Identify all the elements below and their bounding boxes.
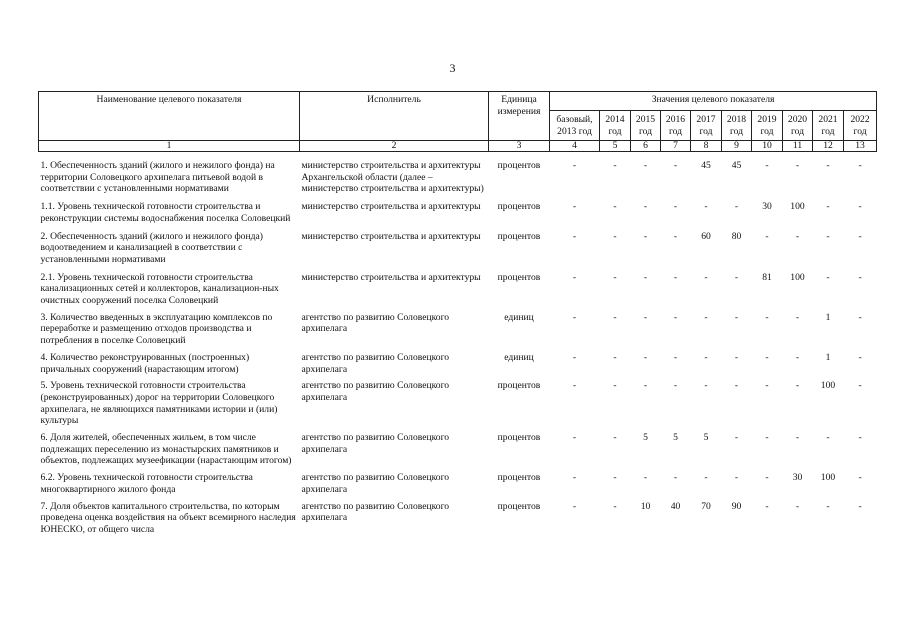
indicator-name: 6.2. Уровень технической готовности строительства многоквартирного жилого фонда (40, 472, 253, 495)
target-value: - (643, 351, 648, 363)
target-value: 5 (703, 432, 709, 444)
table-row (39, 312, 877, 347)
target-value: 90 (731, 500, 742, 512)
table-row (39, 201, 877, 224)
target-value: - (643, 230, 648, 242)
target-value: - (673, 271, 678, 283)
target-value: - (795, 432, 800, 444)
target-value: - (643, 201, 648, 213)
column-number: 3 (489, 141, 550, 152)
column-number: 8 (691, 141, 722, 152)
table-row (39, 380, 877, 427)
indicator-name: 2. Обеспеченность зданий (жилого и нежилого фонда) водоотведением и канализацией в соответствии с установленными нормативами (40, 230, 263, 265)
target-value: 100 (820, 380, 836, 392)
unit: процентов (497, 160, 541, 171)
target-value: - (643, 380, 648, 392)
column-number: 11 (783, 141, 813, 152)
target-value: - (613, 500, 617, 512)
target-value: - (734, 380, 739, 392)
header-year: 2019 год (752, 111, 783, 141)
target-value: - (673, 311, 678, 323)
target-value: 30 (792, 472, 803, 484)
column-number: 13 (844, 141, 877, 152)
page-number: 3 (449, 61, 456, 75)
target-value: - (704, 472, 708, 484)
target-value: - (572, 271, 577, 283)
target-value: - (765, 500, 769, 512)
column-number: 12 (813, 141, 844, 152)
table-row (39, 352, 877, 375)
target-value: - (734, 271, 739, 283)
target-value: 30 (762, 201, 772, 213)
unit: процентов (497, 230, 541, 242)
unit: единиц (504, 311, 534, 323)
target-value: 5 (673, 432, 678, 444)
target-value: - (858, 271, 862, 283)
header-indicator-name: Наименование целевого показателя (39, 92, 300, 141)
header-year: 2016 год (661, 111, 691, 141)
header-executor: Исполнитель (300, 92, 489, 141)
target-value: - (673, 160, 678, 171)
target-value: - (765, 160, 769, 171)
target-value: 45 (701, 160, 711, 171)
target-value: - (673, 351, 678, 363)
target-value: - (734, 201, 739, 213)
column-number: 7 (661, 141, 691, 152)
target-value: - (572, 380, 577, 392)
target-value: - (765, 380, 769, 392)
target-value: - (826, 201, 830, 213)
target-value: - (613, 311, 617, 323)
header-year: 2015 год (631, 111, 661, 141)
target-value: - (795, 160, 800, 171)
target-value: - (572, 311, 577, 323)
indicator-name: 1. Обеспеченность зданий (жилого и нежилого фонда) на территории Соловецкого архипелага питьевой водой в соответствии с установленными нормативами (40, 160, 275, 195)
indicator-name: 7. Доля объектов капитального строительства, по которым проведена оценка воздействия на объект всемирного наследия ЮНЕСКО, от общего числа (40, 500, 296, 535)
target-value: - (858, 500, 862, 512)
header-year: 2014 год (600, 111, 631, 141)
target-value: - (572, 201, 577, 213)
target-value: - (795, 351, 800, 363)
table-row (39, 231, 877, 266)
column-number: 1 (39, 141, 300, 152)
header-year: 2021 год (813, 111, 844, 141)
target-value: - (858, 230, 862, 242)
indicator-name: 5. Уровень технической готовности строительства (реконструированных) дорог на территории Соловецкого архипелага, не являющихся памятниками истории и (или) культуры (40, 380, 278, 427)
column-number: 6 (631, 141, 661, 152)
indicator-name: 3. Количество введенных в эксплуатацию комплексов по переработке и размещению отходов производства и потребления в поселке Соловецкий (40, 311, 273, 347)
target-value: - (572, 432, 577, 444)
indicator-name: 2.1. Уровень технической готовности строительства канализационных сетей и коллекторов, канализацион-ных очистных сооружений поселка Соловецкий (40, 271, 279, 307)
column-number: 9 (722, 141, 752, 152)
unit: процентов (497, 201, 541, 213)
target-value: - (858, 380, 862, 392)
target-value: - (858, 201, 862, 213)
target-value: - (572, 500, 577, 512)
indicator-name: 1.1. Уровень технической готовности строительства и реконструкции системы водоснабжения поселка Соловецкий (40, 201, 291, 224)
target-value: - (643, 160, 648, 171)
target-value: - (613, 432, 617, 444)
target-value: - (795, 500, 800, 512)
executor: агентство по развитию Соловецкого архипелага (301, 311, 450, 335)
target-indicators-table (38, 91, 877, 536)
executor: агентство по развитию Соловецкого архипелага (301, 500, 450, 524)
target-value: - (826, 500, 830, 512)
executor: агентство по развитию Соловецкого архипелага (301, 380, 450, 403)
column-number: 5 (600, 141, 631, 152)
target-value: - (858, 351, 862, 363)
target-value: 40 (670, 500, 681, 512)
target-value: - (613, 160, 617, 171)
indicator-name: 4. Количество реконструированных (построенных) причальных сооружений (нарастающим итогом) (40, 351, 250, 375)
target-value: 80 (731, 230, 742, 242)
target-value: 5 (643, 432, 648, 444)
executor: агентство по развитию Соловецкого архипелага (301, 351, 450, 375)
target-value: - (704, 380, 708, 392)
target-value: - (765, 230, 769, 242)
target-value: - (734, 472, 739, 484)
target-value: 81 (762, 271, 772, 283)
target-value: - (704, 311, 708, 323)
target-value: - (795, 380, 800, 392)
target-value: - (643, 271, 648, 283)
target-value: - (734, 351, 739, 363)
column-number: 4 (550, 141, 600, 152)
table-row (39, 160, 877, 195)
target-value: 1 (825, 311, 831, 323)
target-value: - (826, 271, 830, 283)
target-value: - (613, 351, 617, 363)
target-value: 70 (701, 500, 711, 512)
unit: процентов (497, 500, 541, 512)
target-value: - (826, 230, 830, 242)
unit: процентов (497, 432, 541, 444)
target-value: - (826, 160, 830, 171)
target-value: - (572, 472, 577, 484)
target-value: - (826, 432, 830, 444)
target-value: - (613, 380, 617, 392)
executor: агентство по развитию Соловецкого архипелага (301, 472, 450, 495)
header-year: 2020 год (783, 111, 813, 141)
target-value: 100 (790, 271, 805, 283)
executor: агентство по развитию Соловецкого архипелага (301, 432, 450, 455)
target-value: - (572, 351, 577, 363)
target-value: - (795, 230, 800, 242)
table-row (39, 501, 877, 536)
header-target-values: Значения целевого показателя (550, 92, 877, 111)
unit: единиц (504, 351, 534, 363)
target-value: - (765, 472, 769, 484)
unit: процентов (497, 271, 541, 283)
target-value: - (613, 201, 617, 213)
target-value: - (765, 432, 769, 444)
target-value: - (643, 472, 648, 484)
executor: министерство строительства и архитектуры (301, 271, 481, 283)
column-number: 10 (752, 141, 783, 152)
target-value: - (673, 230, 678, 242)
target-value: - (613, 472, 617, 484)
header-year: 2018 год (722, 111, 752, 141)
target-value: 45 (731, 160, 742, 171)
target-value: - (572, 230, 577, 242)
indicator-name: 6. Доля жителей, обеспеченных жильем, в том числе подлежащих переселению из монастырских памятников и объектов, подлежащих музеефикации (нарастающим итогом) (40, 432, 292, 467)
target-value: - (704, 271, 708, 283)
target-value: - (734, 432, 739, 444)
executor: министерство строительства и архитектуры Архангельской области (далее – министерство строительства и архитектуры) (301, 160, 484, 195)
executor: министерство строительства и архитектуры (301, 201, 481, 213)
target-value: - (858, 160, 862, 171)
target-value: - (858, 311, 862, 323)
executor: министерство строительства и архитектуры (301, 230, 481, 242)
target-value: - (734, 311, 739, 323)
unit: процентов (497, 472, 541, 484)
target-value: - (613, 230, 617, 242)
target-value: - (704, 201, 708, 213)
target-value: - (765, 311, 769, 323)
target-value: - (765, 351, 769, 363)
target-value: - (795, 311, 800, 323)
target-value: - (572, 160, 577, 171)
table-row (39, 272, 877, 307)
target-value: 100 (790, 201, 805, 213)
table-row (39, 432, 877, 467)
target-value: 60 (701, 230, 711, 242)
table-row (39, 472, 877, 495)
target-value: - (858, 472, 862, 484)
target-value: - (704, 351, 708, 363)
target-value: - (643, 311, 648, 323)
target-value: 10 (640, 500, 651, 512)
target-value: - (673, 472, 678, 484)
header-unit: Единица измерения (489, 92, 550, 141)
target-value: 1 (825, 351, 831, 363)
header-year: базовый, 2013 год (550, 111, 600, 141)
column-number: 2 (300, 141, 489, 152)
target-value: - (613, 271, 617, 283)
header-year: 2022 год (844, 111, 877, 141)
target-value: - (858, 432, 862, 444)
target-value: - (673, 201, 678, 213)
table-body (39, 152, 877, 536)
target-value: - (673, 380, 678, 392)
unit: процентов (497, 380, 541, 392)
target-value: 100 (820, 472, 836, 484)
header-year: 2017 год (691, 111, 722, 141)
